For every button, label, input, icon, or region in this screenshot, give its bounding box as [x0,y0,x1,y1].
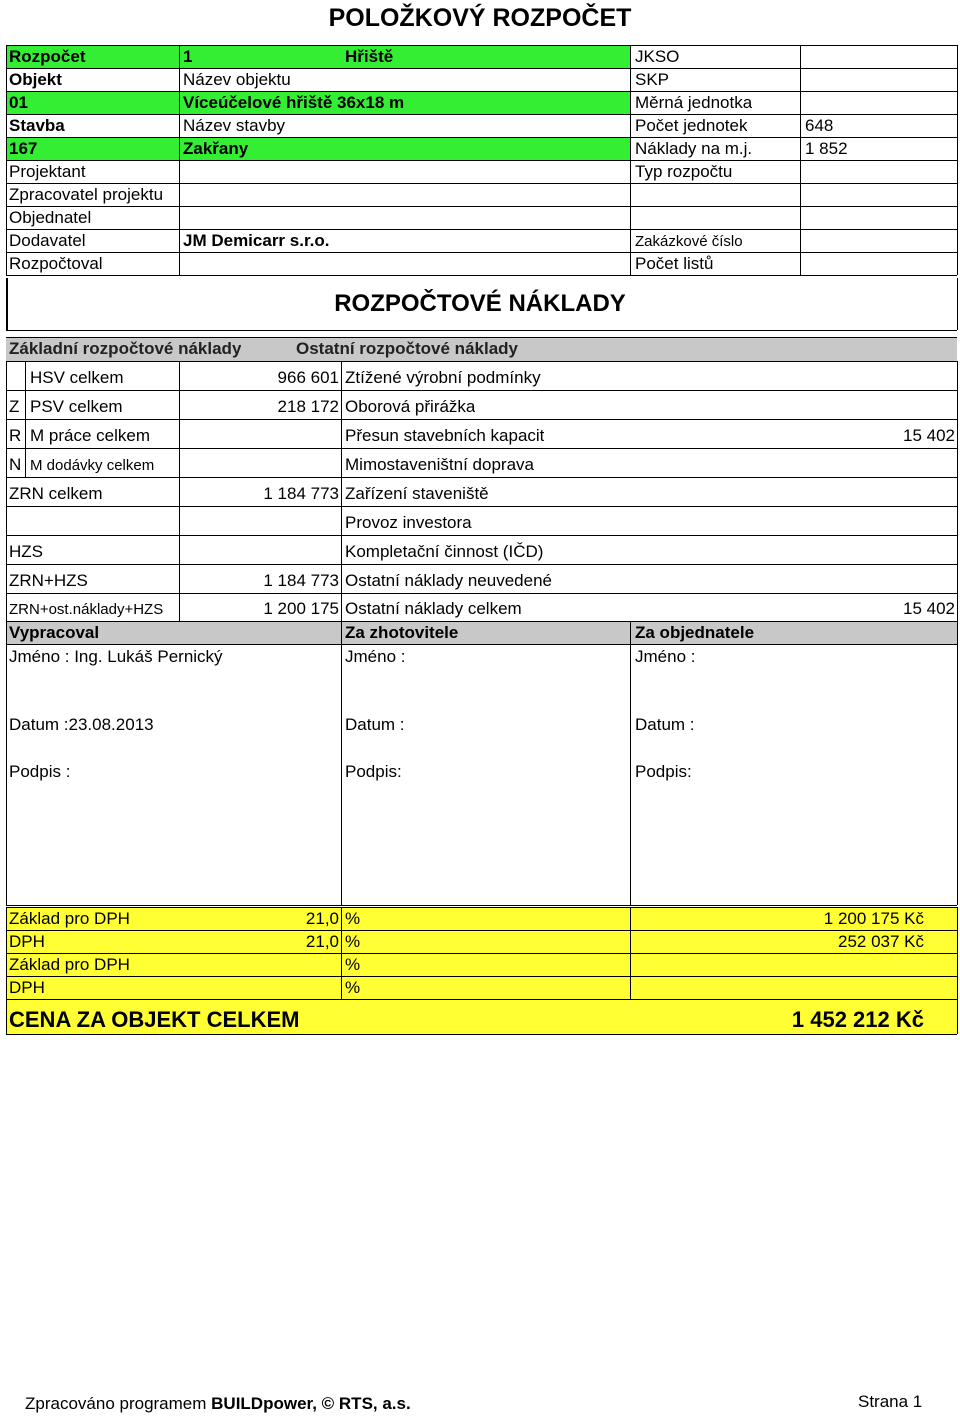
nazev-objektu-label: Název objektu [183,70,291,89]
jmeno-vypracoval: Jméno : Ing. Lukáš Pernický [9,647,223,666]
datum-vypracoval: Datum :23.08.2013 [9,715,154,734]
other-costs-header: Ostatní rozpočtové náklady [296,339,518,358]
tax-amount: 1 200 175 Kč [823,909,924,928]
dodavatel-name: JM Demicarr s.r.o. [183,231,330,250]
pocet-listu-label: Počet listů [635,254,714,273]
projektant-label: Projektant [9,162,86,181]
total-value: 1 452 212 Kč [791,1007,924,1032]
basic-cost-label: HZS [9,542,43,561]
tax-percent: % [345,955,361,974]
page-title: POLOŽKOVÝ ROZPOČET [328,4,632,32]
tax-label: Základ pro DPH [9,909,130,928]
za-objednatele-header: Za objednatele [635,623,755,642]
objednatel-label: Objednatel [9,208,92,227]
tax-percent: % [345,909,361,928]
basic-cost-value: 1 200 175 [263,599,339,618]
naklady-mj-label: Náklady na m.j. [635,139,753,158]
merna-jednotka-label: Měrná jednotka [635,93,753,112]
rozpocet-label: Rozpočet [9,47,86,66]
page-number: Strana 1 [858,1392,923,1411]
tax-label: DPH [9,932,45,951]
row-prefix: R [9,426,22,445]
objekt-name: Víceúčelové hřiště 36x18 m [183,93,405,112]
vypracoval-header: Vypracoval [9,623,100,642]
row-prefix: N [9,455,22,474]
basic-cost-label: PSV celkem [30,397,123,416]
basic-cost-value: 966 601 [277,368,339,387]
footer-credit [25,1393,411,1415]
zpracovatel-label: Zpracovatel projektu [9,185,164,204]
row-prefix: Z [9,397,20,416]
total-label: CENA ZA OBJEKT CELKEM [9,1007,300,1032]
za-zhotovitele-header: Za zhotovitele [345,623,459,642]
row-bg-rozpocet [6,46,630,68]
basic-cost-label: ZRN+ost.náklady+HZS [9,601,164,618]
datum-zhotovitel: Datum : [345,715,405,734]
footer-copyright: © RTS, a.s. [316,1394,411,1413]
rozpocet-name: Hřiště [345,47,394,66]
datum-objednatel: Datum : [635,715,695,734]
other-cost-label: Přesun stavebních kapacit [345,426,545,445]
row-bg-stavba [6,138,630,160]
other-cost-label: Provoz investora [345,513,472,532]
rozpocet-number: 1 [183,47,193,66]
other-cost-label: Mimostaveništní doprava [345,455,534,474]
pocet-jednotek-value: 648 [805,116,834,135]
costs-heading: ROZPOČTOVÉ NÁKLADY [334,290,626,317]
signature-header-bg [6,622,957,644]
basic-cost-label: ZRN+HZS [9,571,88,590]
basic-cost-value: 218 172 [277,397,339,416]
stavba-label: Stavba [9,116,65,135]
basic-cost-label: M dodávky celkem [30,457,155,474]
podpis-vypracoval: Podpis : [9,762,71,781]
basic-cost-label: HSV celkem [30,368,124,387]
tax-label: Základ pro DPH [9,955,130,974]
other-cost-value: 15 402 [903,426,955,445]
other-cost-label: Ztížené výrobní podmínky [345,368,541,387]
stavba-name: Zakřany [183,139,249,158]
nazev-stavby-label: Název stavby [183,116,286,135]
basic-cost-label: M práce celkem [30,426,150,445]
other-cost-label: Ostatní náklady celkem [345,599,522,618]
tax-amount: 252 037 Kč [837,932,924,951]
basic-cost-value: 1 184 773 [263,484,339,503]
skp-label: SKP [635,70,670,89]
basic-costs-header: Základní rozpočtové náklady [9,339,242,358]
tax-rate: 21,0 [305,909,339,928]
jmeno-zhotovitel: Jméno : [345,647,406,666]
basic-cost-label: ZRN celkem [9,484,103,503]
other-cost-label: Kompletační činnost (IČD) [345,542,544,561]
podpis-zhotovitel: Podpis: [345,762,402,781]
jkso-label: JKSO [635,47,680,66]
objekt-label: Objekt [9,70,62,89]
other-cost-label: Ostatní náklady neuvedené [345,571,552,590]
tax-rate: 21,0 [305,932,339,951]
tax-percent: % [345,978,361,997]
pocet-jednotek-label: Počet jednotek [635,116,748,135]
rozpoctoval-label: Rozpočtoval [9,254,103,273]
stavba-code: 167 [9,139,38,158]
typ-rozpoctu-label: Typ rozpočtu [635,162,733,181]
objekt-code: 01 [9,93,28,112]
footer-prefix: Zpracováno programem [25,1394,212,1413]
tax-percent: % [345,932,361,951]
other-cost-value: 15 402 [903,599,955,618]
basic-cost-value: 1 184 773 [263,571,339,590]
podpis-objednatel: Podpis: [635,762,692,781]
jmeno-objednatel: Jméno : [635,647,696,666]
dodavatel-label: Dodavatel [9,231,86,250]
zakazkove-cislo-label: Zakázkové číslo [635,233,743,250]
footer-program: BUILDpower, [211,1394,317,1413]
naklady-mj-value: 1 852 [805,139,848,158]
tax-label: DPH [9,978,45,997]
other-cost-label: Oborová přirážka [345,397,476,416]
other-cost-label: Zařízení staveniště [345,484,489,503]
